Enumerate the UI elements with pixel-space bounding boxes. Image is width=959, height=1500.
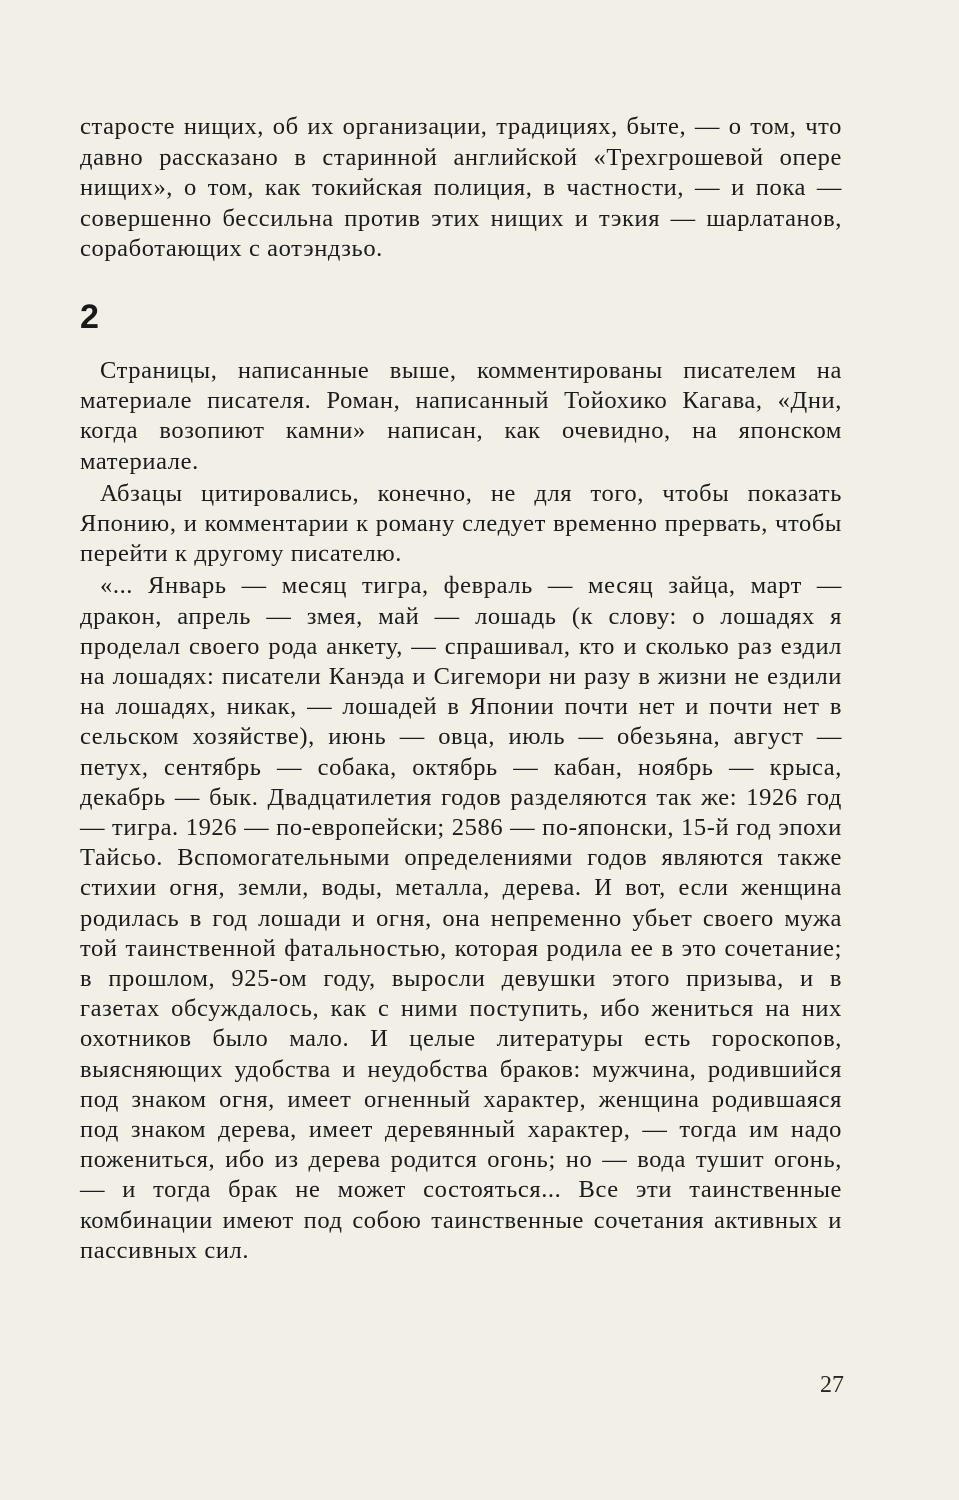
section-body [80,356,842,1266]
section-number: 2 [80,298,99,336]
paragraph-continuation: старосте нищих, об их организации, традициях, быте, — о том, что давно рассказано в старинной английской «Трехгрошевой опере нищих», о том, как токийская полиция, в частности, — и пока — совершенно бессильна против этих нищих и тэкия — шарлатанов, соработающих с аотэндзьо. [80,113,842,262]
paragraph-1: Страницы, написанные выше, комментированы писателем на материале писателя. Роман, написанный Тойохико Кагава, «Дни, когда возопиют камни» написан, как очевидно, на японском материале. [80,357,842,475]
top-paragraph [80,112,842,265]
page-number: 27 [820,1372,844,1398]
paragraph-3: «... Январь — месяц тигра, февраль — месяц зайца, март — дракон, апрель — змея, май — лошадь (к слову: о лошадях я проделал своего рода анкету, — спрашивал, кто и сколько раз ездил на лошадях: писатели Канэда и Сигемори ни разу в жизни не ездили на лошадях, никак, — лошадей в Японии почти нет и почти нет в сельском хозяйстве), июнь — овца, июль — обезьяна, август — петух, сентябрь — собака, октябрь — кабан, ноябрь — крыса, декабрь — бык. Двадцатилетия годов разделяются так же: 1926 год — тигра. 1926 — по-европейски; 2586 — по-японски, 15-й год эпохи Тайсьо. Вспомогательными определениями годов являются также стихии огня, земли, воды, металла, дерева. И вот, если женщина родилась в год лошади и огня, она непременно убьет своего мужа той таинственной фатальностью, которая родила ее в это сочетание; в прошлом, 925-ом году, выросли девушки этого призыва, и в газетах обсуждалось, как с ними поступить, ибо жениться на них охотников было мало. И целые литературы есть гороскопов, выясняющих удобства и неудобства браков: мужчина, родившийся под знаком огня, имеет огненный характер, женщина родившаяся под знаком дерева, имеет деревянный характер, — тогда им надо пожениться, ибо из дерева родится огонь; но — вода тушит огонь, — и тогда брак не может состояться... Все эти таинственные комбинации имеют под собою таинственные сочетания активных и пассивных сил. [80,572,842,1264]
paragraph-2: Абзацы цитировались, конечно, не для того, чтобы показать Японию, и комментарии к роману следует временно прервать, чтобы перейти к другому писателю. [80,479,842,568]
